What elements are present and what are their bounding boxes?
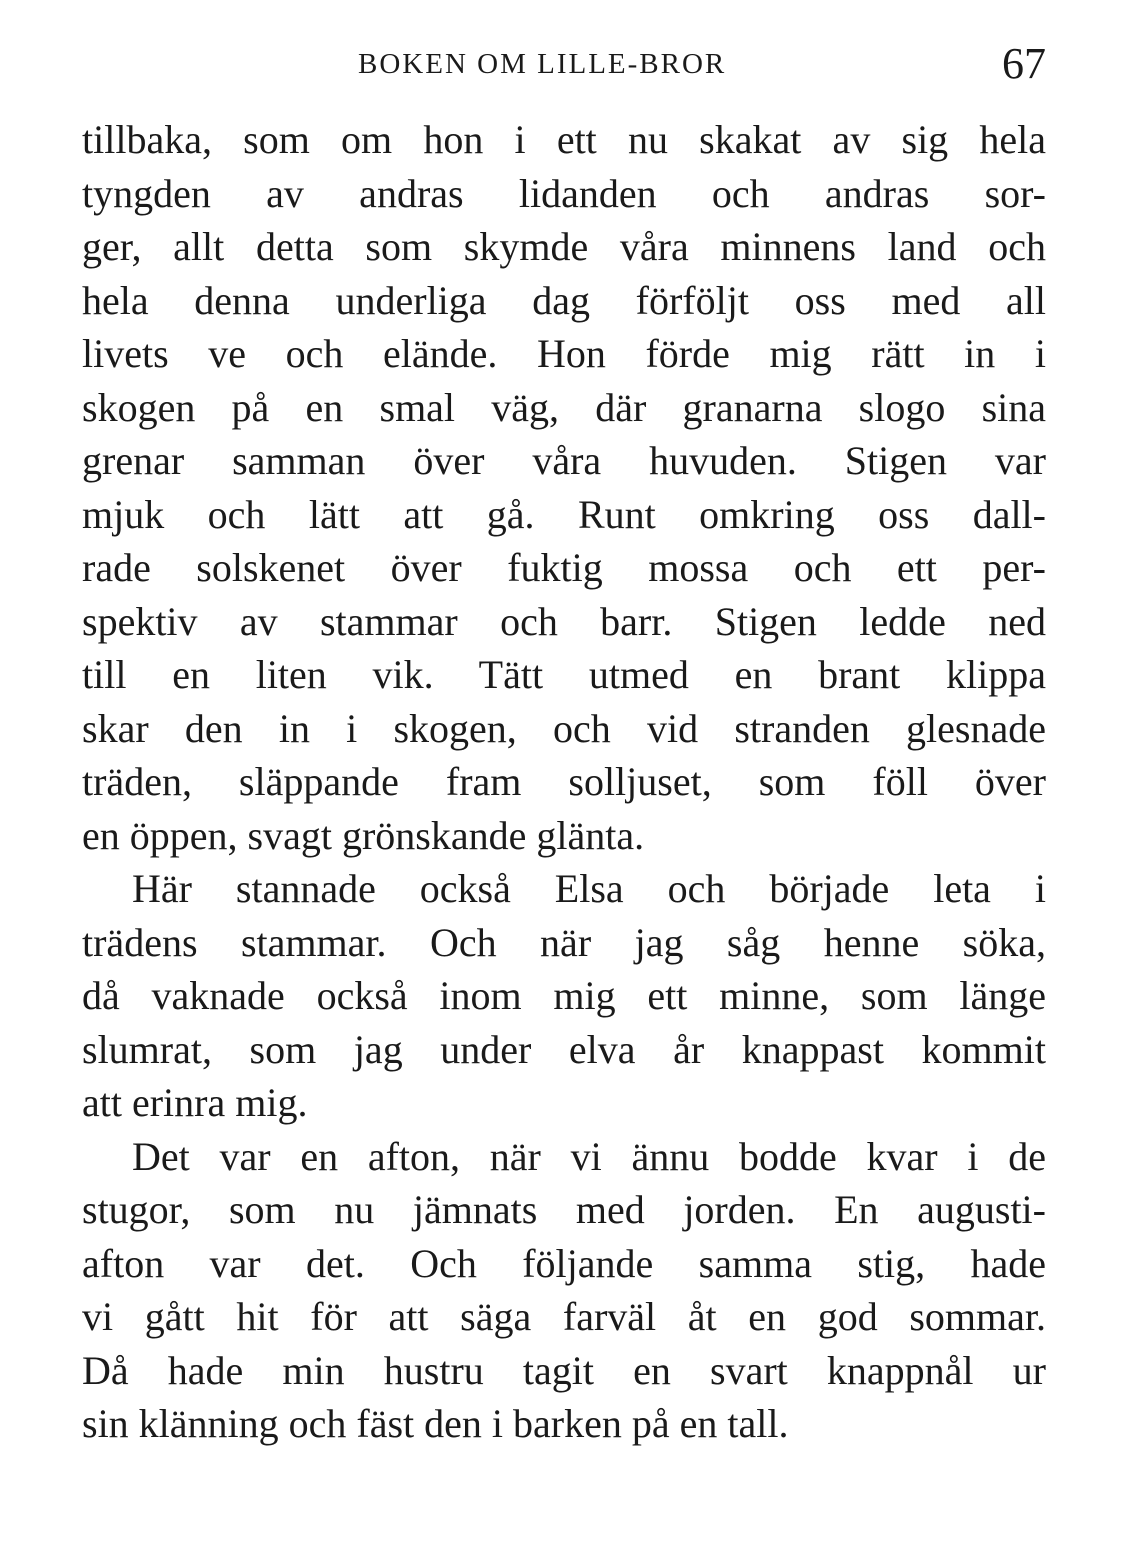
text-line: tyngden av andras lidanden och andras sor-: [82, 170, 1046, 216]
text-line: trädens stammar. Och när jag såg henne söka,: [82, 919, 1046, 965]
text-line: sin klänning och fäst den i barken på en tall.: [82, 1401, 789, 1446]
text-line: spektiv av stammar och barr. Stigen ledde ned: [82, 598, 1046, 644]
text-line: stugor, som nu jämnats med jorden. En augusti-: [82, 1187, 1046, 1232]
text-line: afton var det. Och följande samma stig, hade: [82, 1240, 1046, 1286]
text-line: hela denna underliga dag förföljt oss med all: [82, 277, 1046, 323]
text-line: skogen på en smal väg, där granarna slogo sina: [82, 384, 1046, 430]
page-header: [0, 39, 1138, 92]
text-line: grenar samman över våra huvuden. Stigen var: [82, 438, 1046, 483]
text-line: en öppen, svagt grönskande glänta.: [82, 812, 645, 858]
running-title: BOKEN OM LILLE-BROR: [358, 48, 727, 80]
text-line: livets ve och elände. Hon förde mig rätt in i: [82, 331, 1046, 376]
text-line: rade solskenet över fuktig mossa och ett per-: [82, 545, 1046, 590]
text-line: Då hade min hustru tagit en svart knappnål ur: [82, 1347, 1046, 1393]
text-line: till en liten vik. Tätt utmed en brant klippa: [82, 652, 1046, 697]
text-line: träden, släppande fram solljuset, som föll över: [82, 759, 1046, 804]
text-line: Här stannade också Elsa och började leta i: [132, 866, 1046, 911]
text-line: ger, allt detta som skymde våra minnens land och: [82, 224, 1046, 269]
text-line: Det var en afton, när vi ännu bodde kvar i de: [132, 1133, 1046, 1179]
text-line: tillbaka, som om hon i ett nu skakat av sig hela: [82, 117, 1046, 162]
text-line: vi gått hit för att säga farväl åt en god sommar.: [82, 1294, 1046, 1339]
text-line: slumrat, som jag under elva år knappast kommit: [82, 1026, 1046, 1072]
body-text: [82, 113, 1046, 1451]
text-line: att erinra mig.: [82, 1080, 308, 1125]
text-line: skar den in i skogen, och vid stranden glesnade: [82, 705, 1046, 751]
text-line: då vaknade också inom mig ett minne, som länge: [82, 973, 1046, 1018]
text-line: mjuk och lätt att gå. Runt omkring oss dall-: [82, 491, 1046, 537]
page-number: 67: [1002, 39, 1046, 88]
